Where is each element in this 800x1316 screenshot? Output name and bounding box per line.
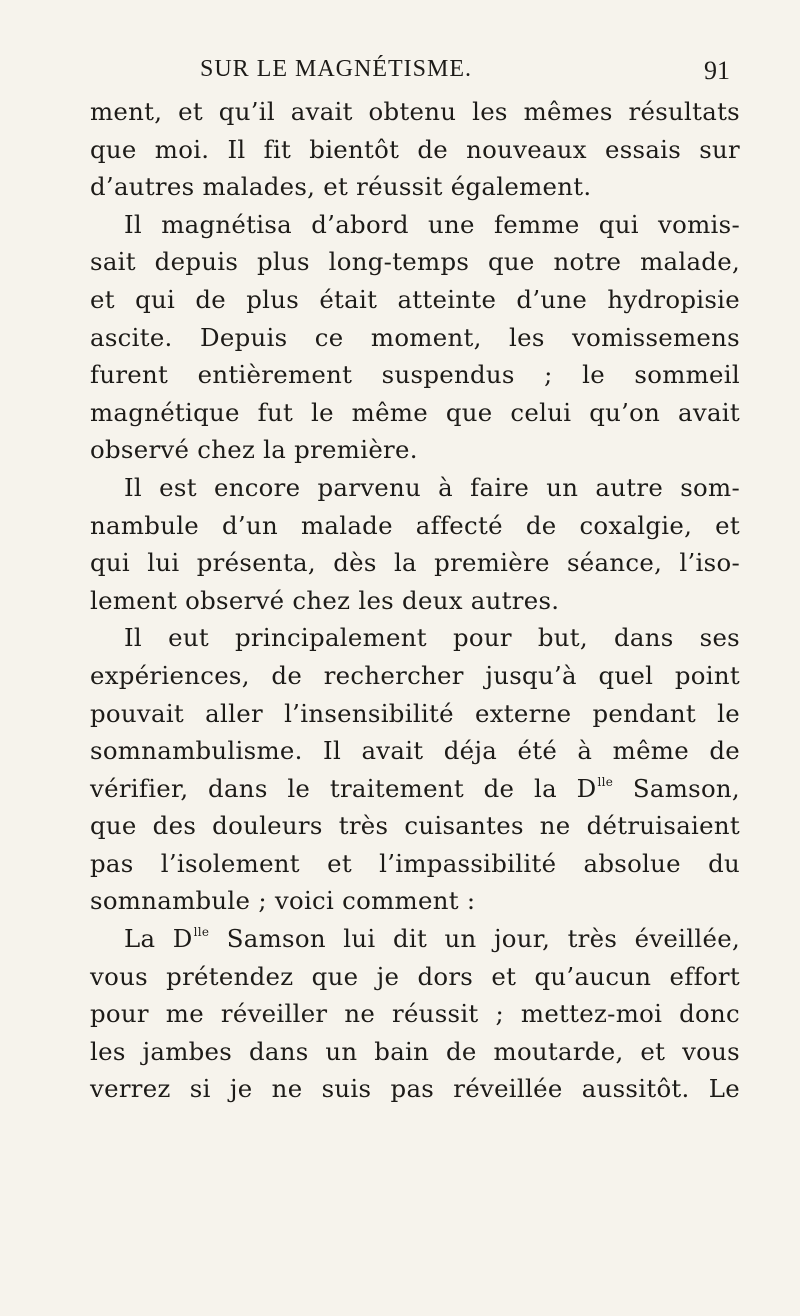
text-line: ment, et qu’il avait obtenu les mêmes résultats	[90, 97, 740, 126]
text-line: vous prétendez que je dors et qu’aucun effort	[90, 961, 740, 991]
text-line: pour me réveiller ne réussit ; mettez-moi donc	[90, 999, 740, 1029]
text-line: pas l’isolement et l’impassibilité absolue du	[90, 848, 740, 878]
text-line: somnambule ; voici comment :	[90, 886, 476, 916]
superscript-abbrev: lle	[597, 774, 614, 789]
line-fragment: La D	[124, 924, 193, 954]
line-fragment: Samson lui dit un jour, très éveillée,	[209, 924, 740, 954]
text-line: et qui de plus était atteinte d’une hydropisie	[90, 284, 740, 314]
text-line: Il eut principalement pour but, dans ses	[124, 623, 740, 653]
superscript-abbrev: lle	[193, 925, 210, 940]
text-line: les jambes dans un bain de moutarde, et vous	[90, 1036, 740, 1066]
text-line: ascite. Depuis ce moment, les vomissemens	[90, 322, 740, 352]
line-fragment: vérifier, dans le traitement de la D	[90, 773, 597, 803]
running-head	[90, 56, 730, 92]
text-line: lement observé chez les deux autres.	[90, 585, 560, 615]
text-line	[90, 770, 740, 808]
text-line: Il est encore parvenu à faire un autre som-	[124, 472, 740, 502]
running-title: SUR LE MAGNÉTISME.	[200, 56, 473, 82]
text-line: pouvait aller l’insensibilité externe pendant le	[90, 698, 740, 728]
text-line: sait depuis plus long-temps que notre malade,	[90, 247, 740, 277]
text-line: que des douleurs très cuisantes ne détruisaient	[90, 811, 740, 841]
text-line: nambule d’un malade affecté de coxalgie, et	[90, 510, 740, 540]
text-line: que moi. Il fit bientôt de nouveaux essais sur	[90, 134, 740, 164]
text-line: verrez si je ne suis pas réveillée aussitôt. Le	[90, 1074, 740, 1104]
text-line: d’autres malades, et réussit également.	[90, 172, 592, 202]
text-line: Il magnétisa d’abord une femme qui vomis-	[124, 209, 740, 239]
text-line: magnétique fut le même que celui qu’on avait	[90, 397, 740, 427]
page-number: 91	[704, 56, 730, 85]
text-line: furent entièrement suspendus ; le sommeil	[90, 360, 740, 390]
text-line	[90, 920, 740, 958]
text-line: expériences, de rechercher jusqu’à quel point	[90, 660, 740, 690]
line-fragment: Samson,	[613, 773, 740, 803]
body-text	[90, 93, 740, 1108]
text-line: somnambulisme. Il avait déja été à même de	[90, 736, 740, 766]
text-line: observé chez la première.	[90, 435, 418, 465]
text-line: qui lui présenta, dès la première séance, l’iso-	[90, 548, 740, 578]
